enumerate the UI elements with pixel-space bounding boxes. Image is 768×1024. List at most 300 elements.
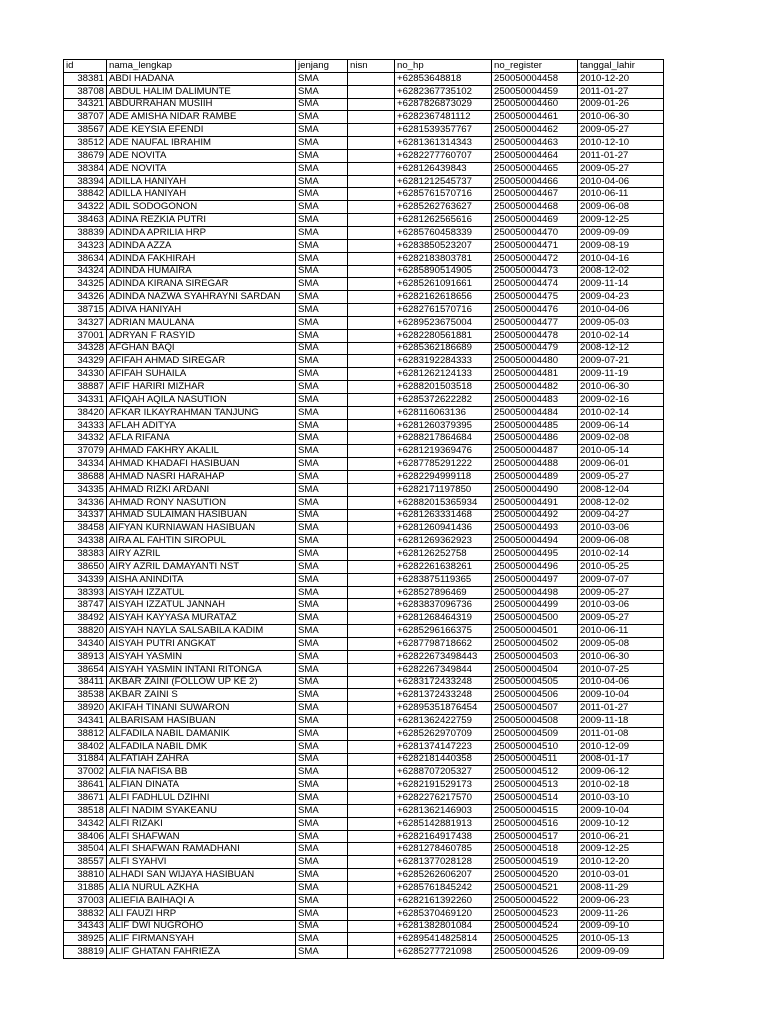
cell-nisn bbox=[348, 175, 395, 188]
cell-tanggal-lahir: 2009-09-09 bbox=[578, 946, 664, 959]
cell-jenjang: SMA bbox=[296, 612, 348, 625]
cell-jenjang: SMA bbox=[296, 304, 348, 317]
cell-no-register: 250050004524 bbox=[492, 920, 578, 933]
cell-no-register: 250050004505 bbox=[492, 676, 578, 689]
table-row bbox=[64, 792, 664, 805]
cell-jenjang: SMA bbox=[296, 368, 348, 381]
cell-nama-lengkap: AFGHAN BAQI bbox=[107, 342, 296, 355]
header-id: id bbox=[64, 60, 107, 73]
table-row bbox=[64, 663, 664, 676]
cell-no-register: 250050004465 bbox=[492, 162, 578, 175]
cell-no-register: 250050004461 bbox=[492, 111, 578, 124]
cell-nisn bbox=[348, 291, 395, 304]
cell-no-hp: +6285761845242 bbox=[395, 882, 492, 895]
cell-nisn bbox=[348, 522, 395, 535]
table-row bbox=[64, 804, 664, 817]
cell-nisn bbox=[348, 792, 395, 805]
cell-no-register: 250050004501 bbox=[492, 625, 578, 638]
header-no-register: no_register bbox=[492, 60, 578, 73]
cell-jenjang: SMA bbox=[296, 586, 348, 599]
cell-nisn bbox=[348, 111, 395, 124]
cell-nisn bbox=[348, 586, 395, 599]
cell-no-hp: +6288707205327 bbox=[395, 766, 492, 779]
cell-no-register: 250050004488 bbox=[492, 458, 578, 471]
cell-id: 31884 bbox=[64, 753, 107, 766]
cell-jenjang: SMA bbox=[296, 933, 348, 946]
cell-jenjang: SMA bbox=[296, 137, 348, 150]
cell-jenjang: SMA bbox=[296, 445, 348, 458]
cell-no-hp: +6285261091661 bbox=[395, 278, 492, 291]
cell-nama-lengkap: AFLAH ADITYA bbox=[107, 419, 296, 432]
cell-tanggal-lahir: 2010-12-20 bbox=[578, 72, 664, 85]
cell-nisn bbox=[348, 445, 395, 458]
cell-no-hp: +6282267349844 bbox=[395, 663, 492, 676]
cell-tanggal-lahir: 2008-12-02 bbox=[578, 496, 664, 509]
cell-nisn bbox=[348, 496, 395, 509]
cell-tanggal-lahir: 2008-12-04 bbox=[578, 483, 664, 496]
cell-no-hp: +6287798718662 bbox=[395, 637, 492, 650]
cell-tanggal-lahir: 2009-05-27 bbox=[578, 586, 664, 599]
cell-no-hp: +6282183803781 bbox=[395, 252, 492, 265]
cell-tanggal-lahir: 2009-11-18 bbox=[578, 715, 664, 728]
cell-id: 38708 bbox=[64, 85, 107, 98]
cell-nama-lengkap: ALFI SYAHVI bbox=[107, 856, 296, 869]
cell-tanggal-lahir: 2010-06-30 bbox=[578, 381, 664, 394]
table-row bbox=[64, 779, 664, 792]
cell-id: 34329 bbox=[64, 355, 107, 368]
cell-nisn bbox=[348, 740, 395, 753]
cell-jenjang: SMA bbox=[296, 535, 348, 548]
cell-nama-lengkap: ADINDA NAZWA SYAHRAYNI SARDAN bbox=[107, 291, 296, 304]
cell-id: 38557 bbox=[64, 856, 107, 869]
cell-nama-lengkap: ALHADI SAN WIJAYA HASIBUAN bbox=[107, 869, 296, 882]
cell-nama-lengkap: ADINA REZKIA PUTRI bbox=[107, 214, 296, 227]
cell-tanggal-lahir: 2009-10-12 bbox=[578, 817, 664, 830]
cell-nisn bbox=[348, 381, 395, 394]
cell-nisn bbox=[348, 316, 395, 329]
cell-nama-lengkap: ADRYAN F RASYID bbox=[107, 329, 296, 342]
header-jenjang: jenjang bbox=[296, 60, 348, 73]
cell-nisn bbox=[348, 869, 395, 882]
cell-nama-lengkap: AISHA ANINDITA bbox=[107, 573, 296, 586]
cell-no-hp: +6282191529173 bbox=[395, 779, 492, 792]
table-row bbox=[64, 252, 664, 265]
table-row bbox=[64, 278, 664, 291]
cell-no-hp: +6281268464319 bbox=[395, 612, 492, 625]
cell-nama-lengkap: AHMAD NASRI HARAHAP bbox=[107, 471, 296, 484]
cell-no-register: 250050004480 bbox=[492, 355, 578, 368]
cell-jenjang: SMA bbox=[296, 471, 348, 484]
cell-nama-lengkap: AISYAH IZZATUL JANNAH bbox=[107, 599, 296, 612]
cell-jenjang: SMA bbox=[296, 740, 348, 753]
table-row bbox=[64, 355, 664, 368]
table-row bbox=[64, 702, 664, 715]
cell-nama-lengkap: ADINDA APRILIA HRP bbox=[107, 226, 296, 239]
table-row bbox=[64, 637, 664, 650]
cell-no-hp: +6281269362923 bbox=[395, 535, 492, 548]
cell-jenjang: SMA bbox=[296, 355, 348, 368]
cell-no-register: 250050004510 bbox=[492, 740, 578, 753]
cell-no-hp: +6285142881913 bbox=[395, 817, 492, 830]
cell-id: 34331 bbox=[64, 393, 107, 406]
cell-tanggal-lahir: 2009-11-26 bbox=[578, 907, 664, 920]
cell-id: 38411 bbox=[64, 676, 107, 689]
cell-tanggal-lahir: 2010-02-14 bbox=[578, 406, 664, 419]
cell-no-hp: +6281262565616 bbox=[395, 214, 492, 227]
cell-nisn bbox=[348, 689, 395, 702]
table-row bbox=[64, 201, 664, 214]
cell-nisn bbox=[348, 98, 395, 111]
cell-id: 38715 bbox=[64, 304, 107, 317]
cell-id: 34336 bbox=[64, 496, 107, 509]
table-row bbox=[64, 933, 664, 946]
cell-jenjang: SMA bbox=[296, 907, 348, 920]
table-row bbox=[64, 830, 664, 843]
cell-nisn bbox=[348, 329, 395, 342]
table-row bbox=[64, 419, 664, 432]
cell-no-register: 250050004500 bbox=[492, 612, 578, 625]
cell-tanggal-lahir: 2009-04-27 bbox=[578, 509, 664, 522]
table-row bbox=[64, 740, 664, 753]
cell-no-hp: +6282367735102 bbox=[395, 85, 492, 98]
cell-jenjang: SMA bbox=[296, 432, 348, 445]
cell-jenjang: SMA bbox=[296, 419, 348, 432]
cell-jenjang: SMA bbox=[296, 894, 348, 907]
cell-no-register: 250050004495 bbox=[492, 548, 578, 561]
cell-id: 38402 bbox=[64, 740, 107, 753]
cell-tanggal-lahir: 2009-06-01 bbox=[578, 458, 664, 471]
cell-no-register: 250050004511 bbox=[492, 753, 578, 766]
cell-tanggal-lahir: 2010-12-20 bbox=[578, 856, 664, 869]
table-row bbox=[64, 920, 664, 933]
cell-no-hp: +62853648818 bbox=[395, 72, 492, 85]
cell-no-register: 250050004492 bbox=[492, 509, 578, 522]
cell-nama-lengkap: ABDI HADANA bbox=[107, 72, 296, 85]
cell-no-hp: +6285760458339 bbox=[395, 226, 492, 239]
cell-id: 38820 bbox=[64, 625, 107, 638]
cell-nisn bbox=[348, 715, 395, 728]
table-row bbox=[64, 650, 664, 663]
cell-no-hp: +6281382801084 bbox=[395, 920, 492, 933]
cell-no-register: 250050004497 bbox=[492, 573, 578, 586]
cell-no-hp: +6282276217570 bbox=[395, 792, 492, 805]
table-row bbox=[64, 98, 664, 111]
cell-no-hp: +62822673498443 bbox=[395, 650, 492, 663]
cell-tanggal-lahir: 2009-05-27 bbox=[578, 612, 664, 625]
cell-no-hp: +6281372433248 bbox=[395, 689, 492, 702]
cell-nama-lengkap: AFIQAH AQILA NASUTION bbox=[107, 393, 296, 406]
table-row bbox=[64, 72, 664, 85]
cell-jenjang: SMA bbox=[296, 329, 348, 342]
cell-no-register: 250050004506 bbox=[492, 689, 578, 702]
cell-nama-lengkap: ALFATIAH ZAHRA bbox=[107, 753, 296, 766]
table-row bbox=[64, 329, 664, 342]
cell-nama-lengkap: AFLA RIFANA bbox=[107, 432, 296, 445]
cell-tanggal-lahir: 2011-01-27 bbox=[578, 702, 664, 715]
cell-id: 38504 bbox=[64, 843, 107, 856]
table-row bbox=[64, 560, 664, 573]
cell-nama-lengkap: AISYAH PUTRI ANGKAT bbox=[107, 637, 296, 650]
cell-id: 38567 bbox=[64, 124, 107, 137]
cell-tanggal-lahir: 2009-08-19 bbox=[578, 239, 664, 252]
cell-no-register: 250050004464 bbox=[492, 149, 578, 162]
cell-nama-lengkap: AHMAD KHADAFI HASIBUAN bbox=[107, 458, 296, 471]
cell-jenjang: SMA bbox=[296, 406, 348, 419]
cell-tanggal-lahir: 2010-07-25 bbox=[578, 663, 664, 676]
table-row bbox=[64, 535, 664, 548]
cell-no-register: 250050004468 bbox=[492, 201, 578, 214]
cell-tanggal-lahir: 2009-11-19 bbox=[578, 368, 664, 381]
cell-jenjang: SMA bbox=[296, 72, 348, 85]
cell-id: 38887 bbox=[64, 381, 107, 394]
cell-no-hp: +628126252758 bbox=[395, 548, 492, 561]
student-data-table bbox=[63, 59, 664, 959]
table-row bbox=[64, 817, 664, 830]
cell-nisn bbox=[348, 766, 395, 779]
cell-no-register: 250050004490 bbox=[492, 483, 578, 496]
cell-jenjang: SMA bbox=[296, 124, 348, 137]
cell-tanggal-lahir: 2010-12-09 bbox=[578, 740, 664, 753]
table-row bbox=[64, 599, 664, 612]
cell-id: 34337 bbox=[64, 509, 107, 522]
cell-nama-lengkap: ADIVA HANIYAH bbox=[107, 304, 296, 317]
cell-jenjang: SMA bbox=[296, 637, 348, 650]
cell-tanggal-lahir: 2010-06-11 bbox=[578, 188, 664, 201]
cell-nisn bbox=[348, 882, 395, 895]
cell-jenjang: SMA bbox=[296, 188, 348, 201]
header-no-hp: no_hp bbox=[395, 60, 492, 73]
cell-no-register: 250050004476 bbox=[492, 304, 578, 317]
cell-nama-lengkap: ADE AMISHA NIDAR RAMBE bbox=[107, 111, 296, 124]
cell-nama-lengkap: ALFIAN DINATA bbox=[107, 779, 296, 792]
cell-nisn bbox=[348, 432, 395, 445]
cell-tanggal-lahir: 2009-09-09 bbox=[578, 226, 664, 239]
cell-id: 38393 bbox=[64, 586, 107, 599]
cell-nisn bbox=[348, 535, 395, 548]
cell-nisn bbox=[348, 637, 395, 650]
cell-jenjang: SMA bbox=[296, 830, 348, 843]
cell-id: 38842 bbox=[64, 188, 107, 201]
table-row bbox=[64, 869, 664, 882]
table-row bbox=[64, 496, 664, 509]
cell-no-hp: +62895351876454 bbox=[395, 702, 492, 715]
cell-tanggal-lahir: 2010-03-10 bbox=[578, 792, 664, 805]
table-row bbox=[64, 676, 664, 689]
cell-nama-lengkap: ALIF GHATAN FAHRIEZA bbox=[107, 946, 296, 959]
table-row bbox=[64, 111, 664, 124]
cell-no-register: 250050004523 bbox=[492, 907, 578, 920]
cell-id: 38406 bbox=[64, 830, 107, 843]
cell-id: 38383 bbox=[64, 548, 107, 561]
header-nama-lengkap: nama_lengkap bbox=[107, 60, 296, 73]
cell-no-register: 250050004487 bbox=[492, 445, 578, 458]
table-row bbox=[64, 471, 664, 484]
table-row bbox=[64, 907, 664, 920]
cell-no-register: 250050004526 bbox=[492, 946, 578, 959]
cell-jenjang: SMA bbox=[296, 162, 348, 175]
cell-nama-lengkap: ALFADILA NABIL DMK bbox=[107, 740, 296, 753]
cell-no-register: 250050004522 bbox=[492, 894, 578, 907]
cell-id: 34328 bbox=[64, 342, 107, 355]
cell-no-register: 250050004514 bbox=[492, 792, 578, 805]
table-row bbox=[64, 573, 664, 586]
cell-tanggal-lahir: 2010-02-14 bbox=[578, 548, 664, 561]
cell-nama-lengkap: ALIEFIA BAIHAQI A bbox=[107, 894, 296, 907]
cell-nama-lengkap: AFKAR ILKAYRAHMAN TANJUNG bbox=[107, 406, 296, 419]
cell-no-hp: +6285262763627 bbox=[395, 201, 492, 214]
cell-tanggal-lahir: 2009-11-14 bbox=[578, 278, 664, 291]
cell-no-hp: +6281212545737 bbox=[395, 175, 492, 188]
cell-no-register: 250050004509 bbox=[492, 727, 578, 740]
cell-jenjang: SMA bbox=[296, 946, 348, 959]
cell-nama-lengkap: ALFADILA NABIL DAMANIK bbox=[107, 727, 296, 740]
cell-tanggal-lahir: 2009-01-26 bbox=[578, 98, 664, 111]
cell-tanggal-lahir: 2009-06-08 bbox=[578, 201, 664, 214]
cell-no-hp: +6285372622282 bbox=[395, 393, 492, 406]
cell-nisn bbox=[348, 471, 395, 484]
cell-nisn bbox=[348, 124, 395, 137]
cell-jenjang: SMA bbox=[296, 175, 348, 188]
cell-tanggal-lahir: 2008-11-29 bbox=[578, 882, 664, 895]
cell-no-register: 250050004493 bbox=[492, 522, 578, 535]
cell-nama-lengkap: AIRY AZRIL bbox=[107, 548, 296, 561]
header-row bbox=[64, 60, 664, 73]
cell-id: 38458 bbox=[64, 522, 107, 535]
cell-jenjang: SMA bbox=[296, 676, 348, 689]
table-row bbox=[64, 137, 664, 150]
cell-no-hp: +6282277760707 bbox=[395, 149, 492, 162]
cell-tanggal-lahir: 2011-01-27 bbox=[578, 85, 664, 98]
table-row bbox=[64, 715, 664, 728]
cell-no-register: 250050004494 bbox=[492, 535, 578, 548]
cell-nama-lengkap: ADE NOVITA bbox=[107, 162, 296, 175]
cell-tanggal-lahir: 2010-06-21 bbox=[578, 830, 664, 843]
cell-no-register: 250050004502 bbox=[492, 637, 578, 650]
cell-tanggal-lahir: 2008-12-02 bbox=[578, 265, 664, 278]
cell-jenjang: SMA bbox=[296, 599, 348, 612]
cell-tanggal-lahir: 2010-04-06 bbox=[578, 676, 664, 689]
cell-id: 37002 bbox=[64, 766, 107, 779]
cell-tanggal-lahir: 2010-06-30 bbox=[578, 650, 664, 663]
cell-tanggal-lahir: 2008-12-12 bbox=[578, 342, 664, 355]
table-row bbox=[64, 175, 664, 188]
cell-id: 38925 bbox=[64, 933, 107, 946]
cell-nisn bbox=[348, 946, 395, 959]
table-row bbox=[64, 509, 664, 522]
cell-id: 34324 bbox=[64, 265, 107, 278]
cell-tanggal-lahir: 2010-04-06 bbox=[578, 175, 664, 188]
cell-nama-lengkap: ADINDA AZZA bbox=[107, 239, 296, 252]
cell-id: 34340 bbox=[64, 637, 107, 650]
cell-no-register: 250050004507 bbox=[492, 702, 578, 715]
cell-no-hp: +6283172433248 bbox=[395, 676, 492, 689]
cell-jenjang: SMA bbox=[296, 483, 348, 496]
cell-no-hp: +6282171197850 bbox=[395, 483, 492, 496]
cell-no-register: 250050004520 bbox=[492, 869, 578, 882]
cell-id: 38463 bbox=[64, 214, 107, 227]
cell-no-hp: +6281377028128 bbox=[395, 856, 492, 869]
cell-no-register: 250050004515 bbox=[492, 804, 578, 817]
cell-id: 38920 bbox=[64, 702, 107, 715]
cell-nama-lengkap: ALFI SHAFWAN bbox=[107, 830, 296, 843]
cell-nama-lengkap: AISYAH KAYYASA MURATAZ bbox=[107, 612, 296, 625]
cell-jenjang: SMA bbox=[296, 843, 348, 856]
cell-no-hp: +6288217864684 bbox=[395, 432, 492, 445]
cell-nama-lengkap: AFIFAH AHMAD SIREGAR bbox=[107, 355, 296, 368]
cell-nisn bbox=[348, 702, 395, 715]
cell-tanggal-lahir: 2009-05-27 bbox=[578, 124, 664, 137]
table-row bbox=[64, 894, 664, 907]
cell-no-register: 250050004521 bbox=[492, 882, 578, 895]
cell-nisn bbox=[348, 676, 395, 689]
cell-id: 34332 bbox=[64, 432, 107, 445]
cell-no-hp: +6289523675004 bbox=[395, 316, 492, 329]
cell-no-register: 250050004471 bbox=[492, 239, 578, 252]
table-row bbox=[64, 483, 664, 496]
cell-nama-lengkap: AIFYAN KURNIAWAN HASIBUAN bbox=[107, 522, 296, 535]
cell-id: 38381 bbox=[64, 72, 107, 85]
cell-no-register: 250050004481 bbox=[492, 368, 578, 381]
cell-no-hp: +628126439843 bbox=[395, 162, 492, 175]
cell-no-hp: +628116063136 bbox=[395, 406, 492, 419]
table-row bbox=[64, 265, 664, 278]
cell-jenjang: SMA bbox=[296, 149, 348, 162]
cell-jenjang: SMA bbox=[296, 663, 348, 676]
cell-id: 38747 bbox=[64, 599, 107, 612]
cell-no-hp: +6285262606207 bbox=[395, 869, 492, 882]
cell-nama-lengkap: ADINDA HUMAIRA bbox=[107, 265, 296, 278]
cell-id: 34330 bbox=[64, 368, 107, 381]
cell-tanggal-lahir: 2009-04-23 bbox=[578, 291, 664, 304]
cell-no-hp: +628527896469 bbox=[395, 586, 492, 599]
cell-nisn bbox=[348, 804, 395, 817]
cell-nama-lengkap: ALFI RIZAKI bbox=[107, 817, 296, 830]
cell-tanggal-lahir: 2009-09-10 bbox=[578, 920, 664, 933]
cell-id: 38839 bbox=[64, 226, 107, 239]
cell-tanggal-lahir: 2009-05-27 bbox=[578, 471, 664, 484]
cell-no-register: 250050004475 bbox=[492, 291, 578, 304]
table-row bbox=[64, 432, 664, 445]
cell-nama-lengkap: AKBAR ZAINI (FOLLOW UP KE 2) bbox=[107, 676, 296, 689]
cell-jenjang: SMA bbox=[296, 869, 348, 882]
cell-nisn bbox=[348, 663, 395, 676]
cell-no-register: 250050004462 bbox=[492, 124, 578, 137]
cell-id: 34333 bbox=[64, 419, 107, 432]
cell-no-register: 250050004469 bbox=[492, 214, 578, 227]
table-row bbox=[64, 445, 664, 458]
cell-no-register: 250050004512 bbox=[492, 766, 578, 779]
cell-tanggal-lahir: 2010-05-13 bbox=[578, 933, 664, 946]
cell-nama-lengkap: AISYAH IZZATUL bbox=[107, 586, 296, 599]
cell-jenjang: SMA bbox=[296, 111, 348, 124]
cell-no-register: 250050004463 bbox=[492, 137, 578, 150]
cell-tanggal-lahir: 2010-03-01 bbox=[578, 869, 664, 882]
cell-id: 34322 bbox=[64, 201, 107, 214]
cell-tanggal-lahir: 2009-07-07 bbox=[578, 573, 664, 586]
cell-jenjang: SMA bbox=[296, 316, 348, 329]
cell-tanggal-lahir: 2009-05-03 bbox=[578, 316, 664, 329]
table-row bbox=[64, 406, 664, 419]
cell-jenjang: SMA bbox=[296, 766, 348, 779]
cell-jenjang: SMA bbox=[296, 779, 348, 792]
cell-no-register: 250050004474 bbox=[492, 278, 578, 291]
cell-id: 34325 bbox=[64, 278, 107, 291]
table-row bbox=[64, 586, 664, 599]
cell-jenjang: SMA bbox=[296, 239, 348, 252]
cell-no-hp: +6281362146903 bbox=[395, 804, 492, 817]
cell-no-hp: +6282161392260 bbox=[395, 894, 492, 907]
cell-nisn bbox=[348, 458, 395, 471]
